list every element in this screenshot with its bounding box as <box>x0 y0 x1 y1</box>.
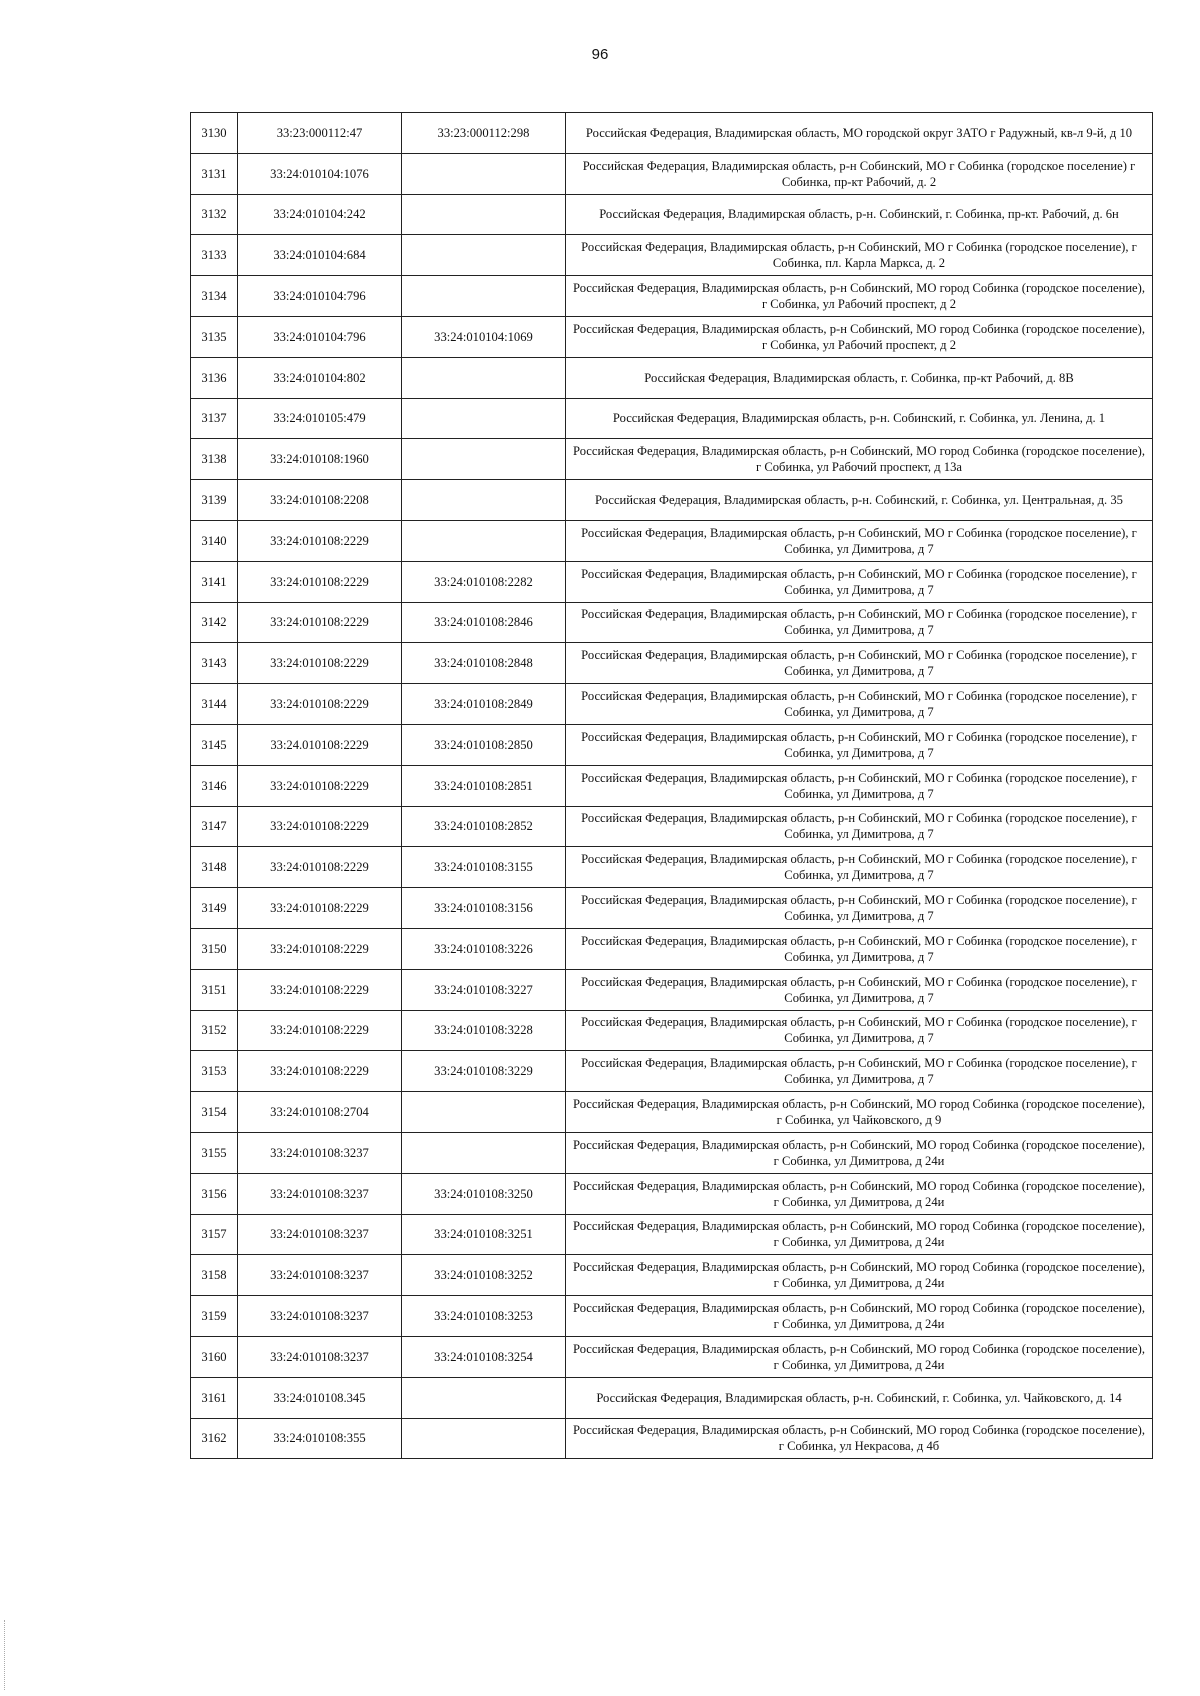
row-number-cell: 3142 <box>191 602 238 643</box>
row-number-cell: 3139 <box>191 480 238 521</box>
cadastral-number-cell: 33:24.010108:2229 <box>238 724 402 765</box>
sub-cadastral-number-cell: 33:24:010108:3250 <box>402 1173 566 1214</box>
table-row <box>191 806 1153 847</box>
cadastral-number-cell: 33:24:010108:2229 <box>238 806 402 847</box>
scan-margin-marks <box>4 1620 11 1690</box>
cadastral-number-cell: 33:24:010108:3237 <box>238 1214 402 1255</box>
row-number-cell: 3141 <box>191 561 238 602</box>
address-cell: Российская Федерация, Владимирская область, р-н Собинский, МО город Собинка (городское поселение), г Собинка, ул Димитрова, д 24и <box>566 1296 1153 1337</box>
row-number-cell: 3140 <box>191 520 238 561</box>
sub-cadastral-number-cell <box>402 480 566 521</box>
row-number-cell: 3135 <box>191 316 238 357</box>
row-number-cell: 3157 <box>191 1214 238 1255</box>
table-row <box>191 1336 1153 1377</box>
address-cell: Российская Федерация, Владимирская область, р-н Собинский, МО г Собинка (городское поселение), г Собинка, ул Димитрова, д 7 <box>566 765 1153 806</box>
table-row <box>191 194 1153 235</box>
address-cell: Российская Федерация, Владимирская область, р-н Собинский, МО г Собинка (городское поселение), г Собинка, ул Димитрова, д 7 <box>566 1051 1153 1092</box>
cadastral-number-cell: 33:24:010108:2229 <box>238 1010 402 1051</box>
cadastral-number-cell: 33:24:010108:2229 <box>238 888 402 929</box>
row-number-cell: 3160 <box>191 1336 238 1377</box>
cadastral-number-cell: 33:24:010108:2229 <box>238 643 402 684</box>
sub-cadastral-number-cell <box>402 520 566 561</box>
address-cell: Российская Федерация, Владимирская область, р-н Собинский, МО город Собинка (городское поселение), г Собинка, ул Димитрова, д 24и <box>566 1255 1153 1296</box>
table-row <box>191 276 1153 317</box>
sub-cadastral-number-cell: 33:24:010108:2852 <box>402 806 566 847</box>
address-cell: Российская Федерация, Владимирская область, р-н Собинский, МО г Собинка (городское поселение), г Собинка, ул Димитрова, д 7 <box>566 602 1153 643</box>
cadastral-number-cell: 33:24:010108:3237 <box>238 1132 402 1173</box>
sub-cadastral-number-cell: 33:24:010108:3156 <box>402 888 566 929</box>
row-number-cell: 3155 <box>191 1132 238 1173</box>
cadastral-number-cell: 33:24:010108:2229 <box>238 684 402 725</box>
address-cell: Российская Федерация, Владимирская область, р-н Собинский, МО город Собинка (городское поселение), г Собинка, ул Чайковского, д 9 <box>566 1092 1153 1133</box>
cadastral-number-cell: 33:24:010104:796 <box>238 276 402 317</box>
sub-cadastral-number-cell: 33:24:010108:2846 <box>402 602 566 643</box>
sub-cadastral-number-cell <box>402 1132 566 1173</box>
sub-cadastral-number-cell: 33:24:010108:3253 <box>402 1296 566 1337</box>
address-cell: Российская Федерация, Владимирская область, р-н Собинский, МО г Собинка (городское поселение), г Собинка, ул Димитрова, д 7 <box>566 643 1153 684</box>
cadastral-number-cell: 33:24:010108:3237 <box>238 1173 402 1214</box>
cadastral-number-cell: 33:24:010108:1960 <box>238 439 402 480</box>
cadastral-number-cell: 33:24:010104:242 <box>238 194 402 235</box>
row-number-cell: 3154 <box>191 1092 238 1133</box>
address-cell: Российская Федерация, Владимирская область, р-н Собинский, МО г Собинка (городское поселение), г Собинка, ул Димитрова, д 7 <box>566 847 1153 888</box>
address-cell: Российская Федерация, Владимирская область, р-н. Собинский, г. Собинка, пр-кт. Рабочий, д. 6н <box>566 194 1153 235</box>
cadastral-number-cell: 33:24:010104:802 <box>238 357 402 398</box>
address-cell: Российская Федерация, Владимирская область, р-н Собинский, МО город Собинка (городское поселение), г Собинка, ул Некрасова, д 4б <box>566 1418 1153 1459</box>
table-row <box>191 153 1153 194</box>
table-row <box>191 1255 1153 1296</box>
row-number-cell: 3144 <box>191 684 238 725</box>
table-row <box>191 643 1153 684</box>
cadastral-number-cell: 33:24:010108:2229 <box>238 561 402 602</box>
table-row <box>191 1214 1153 1255</box>
address-cell: Российская Федерация, Владимирская область, р-н Собинский, МО г Собинка (городское поселение) г Собинка, пр-кт Рабочий, д. 2 <box>566 153 1153 194</box>
cadastral-number-cell: 33:24:010104:684 <box>238 235 402 276</box>
cadastral-number-cell: 33:24:010108.345 <box>238 1377 402 1418</box>
address-cell: Российская Федерация, Владимирская область, р-н Собинский, МО г Собинка (городское поселение), г Собинка, ул Димитрова, д 7 <box>566 888 1153 929</box>
row-number-cell: 3152 <box>191 1010 238 1051</box>
table-row <box>191 1092 1153 1133</box>
cadastral-number-cell: 33:24:010108:2229 <box>238 765 402 806</box>
address-cell: Российская Федерация, Владимирская область, р-н Собинский, МО город Собинка (городское поселение), г Собинка, ул Рабочий проспект, д 13а <box>566 439 1153 480</box>
sub-cadastral-number-cell: 33:23:000112:298 <box>402 113 566 154</box>
sub-cadastral-number-cell: 33:24:010108:3227 <box>402 969 566 1010</box>
table-row <box>191 888 1153 929</box>
row-number-cell: 3162 <box>191 1418 238 1459</box>
cadastral-number-cell: 33:24:010108:2229 <box>238 928 402 969</box>
cadastral-number-cell: 33:24:010108:2229 <box>238 847 402 888</box>
address-cell: Российская Федерация, Владимирская область, р-н Собинский, МО г Собинка (городское поселение), г Собинка, ул Димитрова, д 7 <box>566 561 1153 602</box>
sub-cadastral-number-cell <box>402 235 566 276</box>
register-table <box>190 112 1153 1459</box>
table-row <box>191 1173 1153 1214</box>
row-number-cell: 3145 <box>191 724 238 765</box>
page-number: 96 <box>591 46 609 63</box>
sub-cadastral-number-cell: 33:24:010108:3251 <box>402 1214 566 1255</box>
table-row <box>191 1296 1153 1337</box>
address-cell: Российская Федерация, Владимирская область, р-н Собинский, МО город Собинка (городское поселение), г Собинка, ул Димитрова, д 24и <box>566 1173 1153 1214</box>
address-cell: Российская Федерация, Владимирская область, г. Собинка, пр-кт Рабочий, д. 8В <box>566 357 1153 398</box>
table-row <box>191 724 1153 765</box>
table-row <box>191 439 1153 480</box>
cadastral-number-cell: 33:24:010108:2229 <box>238 520 402 561</box>
row-number-cell: 3138 <box>191 439 238 480</box>
address-cell: Российская Федерация, Владимирская область, р-н Собинский, МО город Собинка (городское поселение), г Собинка, ул Рабочий проспект, д 2 <box>566 276 1153 317</box>
address-cell: Российская Федерация, Владимирская область, р-н. Собинский, г. Собинка, ул. Центральная, д. 35 <box>566 480 1153 521</box>
cadastral-number-cell: 33:23:000112:47 <box>238 113 402 154</box>
table-row <box>191 928 1153 969</box>
row-number-cell: 3159 <box>191 1296 238 1337</box>
table-row <box>191 480 1153 521</box>
address-cell: Российская Федерация, Владимирская область, р-н Собинский, МО г Собинка (городское поселение), г Собинка, ул Димитрова, д 7 <box>566 684 1153 725</box>
row-number-cell: 3137 <box>191 398 238 439</box>
sub-cadastral-number-cell: 33:24:010108:3155 <box>402 847 566 888</box>
cadastral-number-cell: 33:24:010104:1076 <box>238 153 402 194</box>
sub-cadastral-number-cell: 33:24:010108:2849 <box>402 684 566 725</box>
row-number-cell: 3136 <box>191 357 238 398</box>
table-row <box>191 1377 1153 1418</box>
table-row <box>191 235 1153 276</box>
sub-cadastral-number-cell <box>402 1092 566 1133</box>
row-number-cell: 3158 <box>191 1255 238 1296</box>
sub-cadastral-number-cell <box>402 1418 566 1459</box>
row-number-cell: 3130 <box>191 113 238 154</box>
address-cell: Российская Федерация, Владимирская область, МО городской округ ЗАТО г Радужный, кв-л 9-й, д 10 <box>566 113 1153 154</box>
sub-cadastral-number-cell <box>402 153 566 194</box>
sub-cadastral-number-cell: 33:24:010108:2850 <box>402 724 566 765</box>
row-number-cell: 3147 <box>191 806 238 847</box>
sub-cadastral-number-cell: 33:24:010108:2282 <box>402 561 566 602</box>
table-row <box>191 847 1153 888</box>
sub-cadastral-number-cell <box>402 439 566 480</box>
row-number-cell: 3153 <box>191 1051 238 1092</box>
cadastral-number-cell: 33:24:010108:2704 <box>238 1092 402 1133</box>
row-number-cell: 3149 <box>191 888 238 929</box>
table-row <box>191 398 1153 439</box>
sub-cadastral-number-cell: 33:24:010108:3252 <box>402 1255 566 1296</box>
row-number-cell: 3150 <box>191 928 238 969</box>
table-row <box>191 520 1153 561</box>
sub-cadastral-number-cell: 33:24:010108:3229 <box>402 1051 566 1092</box>
cadastral-number-cell: 33:24:010108:2229 <box>238 602 402 643</box>
cadastral-number-cell: 33:24:010105:479 <box>238 398 402 439</box>
address-cell: Российская Федерация, Владимирская область, р-н. Собинский, г. Собинка, ул. Чайковского, д. 14 <box>566 1377 1153 1418</box>
table-row <box>191 684 1153 725</box>
row-number-cell: 3134 <box>191 276 238 317</box>
sub-cadastral-number-cell <box>402 357 566 398</box>
address-cell: Российская Федерация, Владимирская область, р-н Собинский, МО город Собинка (городское поселение), г Собинка, ул Рабочий проспект, д 2 <box>566 316 1153 357</box>
table-row <box>191 1051 1153 1092</box>
sub-cadastral-number-cell: 33:24:010108:3254 <box>402 1336 566 1377</box>
table-row <box>191 1010 1153 1051</box>
sub-cadastral-number-cell <box>402 276 566 317</box>
sub-cadastral-number-cell: 33:24:010108:3226 <box>402 928 566 969</box>
sub-cadastral-number-cell <box>402 1377 566 1418</box>
table-row <box>191 316 1153 357</box>
cadastral-number-cell: 33:24:010108:355 <box>238 1418 402 1459</box>
address-cell: Российская Федерация, Владимирская область, р-н Собинский, МО г Собинка (городское поселение), г Собинка, ул Димитрова, д 7 <box>566 806 1153 847</box>
sub-cadastral-number-cell: 33:24:010108:3228 <box>402 1010 566 1051</box>
table-row <box>191 357 1153 398</box>
sub-cadastral-number-cell <box>402 398 566 439</box>
row-number-cell: 3133 <box>191 235 238 276</box>
table-row <box>191 1418 1153 1459</box>
sub-cadastral-number-cell: 33:24:010108:2848 <box>402 643 566 684</box>
row-number-cell: 3156 <box>191 1173 238 1214</box>
address-cell: Российская Федерация, Владимирская область, р-н Собинский, МО г Собинка (городское поселение), г Собинка, ул Димитрова, д 7 <box>566 520 1153 561</box>
table-row <box>191 1132 1153 1173</box>
address-cell: Российская Федерация, Владимирская область, р-н. Собинский, г. Собинка, ул. Ленина, д. 1 <box>566 398 1153 439</box>
cadastral-number-cell: 33:24:010108:2208 <box>238 480 402 521</box>
address-cell: Российская Федерация, Владимирская область, р-н Собинский, МО г Собинка (городское поселение), г Собинка, ул Димитрова, д 7 <box>566 969 1153 1010</box>
row-number-cell: 3143 <box>191 643 238 684</box>
cadastral-number-cell: 33:24:010108:2229 <box>238 1051 402 1092</box>
row-number-cell: 3131 <box>191 153 238 194</box>
register-table-body <box>191 113 1153 1459</box>
cadastral-number-cell: 33:24:010108:3237 <box>238 1336 402 1377</box>
row-number-cell: 3161 <box>191 1377 238 1418</box>
cadastral-number-cell: 33:24:010108:3237 <box>238 1255 402 1296</box>
address-cell: Российская Федерация, Владимирская область, р-н Собинский, МО город Собинка (городское поселение), г Собинка, ул Димитрова, д 24и <box>566 1336 1153 1377</box>
table-row <box>191 113 1153 154</box>
sub-cadastral-number-cell: 33:24:010108:2851 <box>402 765 566 806</box>
row-number-cell: 3148 <box>191 847 238 888</box>
cadastral-number-cell: 33:24:010108:3237 <box>238 1296 402 1337</box>
address-cell: Российская Федерация, Владимирская область, р-н Собинский, МО г Собинка (городское поселение), г Собинка, ул Димитрова, д 7 <box>566 928 1153 969</box>
row-number-cell: 3151 <box>191 969 238 1010</box>
row-number-cell: 3146 <box>191 765 238 806</box>
address-cell: Российская Федерация, Владимирская область, р-н Собинский, МО г Собинка (городское поселение), г Собинка, пл. Карла Маркса, д. 2 <box>566 235 1153 276</box>
sub-cadastral-number-cell: 33:24:010104:1069 <box>402 316 566 357</box>
table-row <box>191 602 1153 643</box>
address-cell: Российская Федерация, Владимирская область, р-н Собинский, МО г Собинка (городское поселение), г Собинка, ул Димитрова, д 7 <box>566 724 1153 765</box>
address-cell: Российская Федерация, Владимирская область, р-н Собинский, МО город Собинка (городское поселение), г Собинка, ул Димитрова, д 24и <box>566 1214 1153 1255</box>
table-row <box>191 561 1153 602</box>
address-cell: Российская Федерация, Владимирская область, р-н Собинский, МО г Собинка (городское поселение), г Собинка, ул Димитрова, д 7 <box>566 1010 1153 1051</box>
table-row <box>191 969 1153 1010</box>
row-number-cell: 3132 <box>191 194 238 235</box>
table-row <box>191 765 1153 806</box>
cadastral-number-cell: 33:24:010104:796 <box>238 316 402 357</box>
address-cell: Российская Федерация, Владимирская область, р-н Собинский, МО город Собинка (городское поселение), г Собинка, ул Димитрова, д 24и <box>566 1132 1153 1173</box>
sub-cadastral-number-cell <box>402 194 566 235</box>
cadastral-number-cell: 33:24:010108:2229 <box>238 969 402 1010</box>
